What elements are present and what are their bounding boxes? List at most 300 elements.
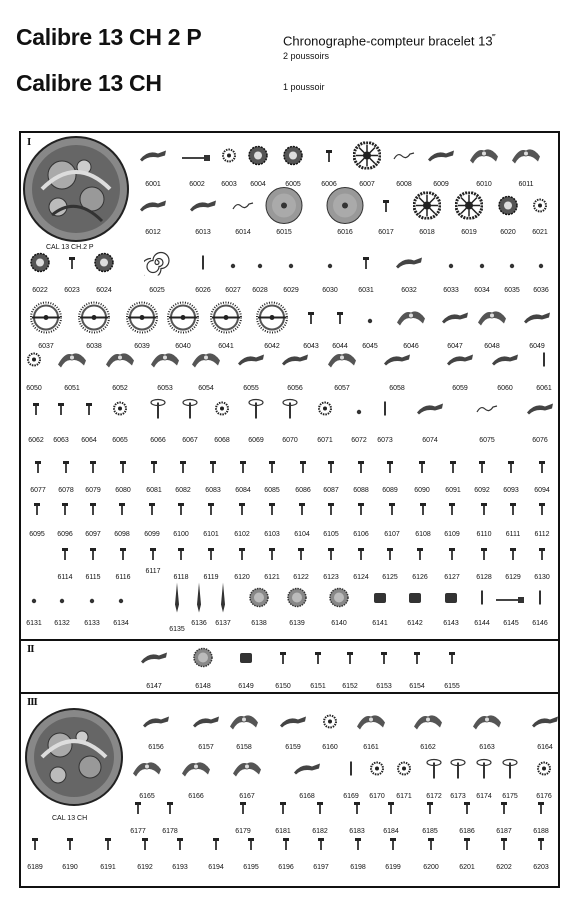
part-number-6023: 6023 <box>64 287 80 294</box>
part-number-6010: 6010 <box>476 181 492 188</box>
part-number-6068: 6068 <box>214 437 230 444</box>
part-6137-hand-icon <box>219 583 227 618</box>
part-number-6196: 6196 <box>278 864 294 871</box>
part-6158-bridge-icon <box>227 711 261 738</box>
part-number-6144: 6144 <box>474 620 490 627</box>
part-number-6130: 6130 <box>534 574 550 581</box>
part-number-6033: 6033 <box>443 287 459 294</box>
part-number-6145: 6145 <box>503 620 519 627</box>
part-number-6003: 6003 <box>221 181 237 188</box>
part-6191-screw-icon <box>103 837 113 855</box>
part-6122-screw-icon <box>296 547 306 565</box>
part-6035-dot-icon <box>509 256 515 274</box>
part-number-6119: 6119 <box>203 574 219 581</box>
part-number-6038: 6038 <box>86 343 102 350</box>
part-6126-screw-icon <box>415 547 425 565</box>
part-6062-screw-icon <box>31 402 41 420</box>
part-6127-screw-icon <box>447 547 457 565</box>
part-6194-screw-icon <box>211 837 221 855</box>
part-number-6131: 6131 <box>26 620 42 627</box>
movement-13ch2p-image <box>22 135 130 243</box>
part-number-6123: 6123 <box>323 574 339 581</box>
part-6147-lever-icon <box>139 650 169 671</box>
part-number-6046: 6046 <box>403 343 419 350</box>
part-6102-screw-icon <box>237 502 247 520</box>
part-6162-bridge-icon <box>411 711 445 738</box>
part-number-6194: 6194 <box>208 864 224 871</box>
part-number-6074: 6074 <box>422 437 438 444</box>
part-6001-lever-icon <box>138 148 168 169</box>
part-number-6070: 6070 <box>282 437 298 444</box>
part-number-6200: 6200 <box>423 864 439 871</box>
part-6175-axle-icon <box>502 758 518 785</box>
part-number-6034: 6034 <box>474 287 490 294</box>
part-6143-tube-icon <box>444 591 458 609</box>
part-6184-screw-icon <box>386 801 396 819</box>
part-number-6164: 6164 <box>537 744 553 751</box>
part-6165-bridge-icon <box>130 758 164 785</box>
part-number-6016: 6016 <box>337 229 353 236</box>
part-number-6061: 6061 <box>536 385 552 392</box>
part-6092-screw-icon <box>477 460 487 478</box>
part-number-6182: 6182 <box>312 828 328 835</box>
part-number-6055: 6055 <box>243 385 259 392</box>
part-number-6152: 6152 <box>342 683 358 690</box>
part-6026-pin-icon <box>201 256 205 275</box>
part-number-6076: 6076 <box>532 437 548 444</box>
part-6068-wheelS-icon <box>215 402 229 421</box>
part-6182-screw-icon <box>315 801 325 819</box>
part-number-6146: 6146 <box>532 620 548 627</box>
part-6094-screw-icon <box>537 460 547 478</box>
part-6041-balance-icon <box>209 301 243 340</box>
part-number-6155: 6155 <box>444 683 460 690</box>
part-number-6186: 6186 <box>459 828 475 835</box>
part-number-6168: 6168 <box>299 793 315 800</box>
part-6033-dot-icon <box>448 256 454 274</box>
part-number-6026: 6026 <box>195 287 211 294</box>
title-calibre-13ch: Calibre 13 CH <box>16 70 162 96</box>
part-6104-screw-icon <box>297 502 307 520</box>
part-number-6201: 6201 <box>459 864 475 871</box>
part-number-6153: 6153 <box>376 683 392 690</box>
part-number-6083: 6083 <box>205 487 221 494</box>
part-6146-pin-icon <box>538 591 542 610</box>
part-number-6091: 6091 <box>445 487 461 494</box>
part-number-6007: 6007 <box>359 181 375 188</box>
part-6114-screw-icon <box>60 547 70 565</box>
part-number-6015: 6015 <box>276 229 292 236</box>
part-6058-lever-icon <box>382 352 412 373</box>
part-number-6169: 6169 <box>343 793 359 800</box>
part-6073-pin-icon <box>383 402 387 421</box>
part-6154-screw-icon <box>412 651 422 669</box>
part-number-6136: 6136 <box>191 620 207 627</box>
part-number-6202: 6202 <box>496 864 512 871</box>
part-6179-screw-icon <box>238 801 248 819</box>
part-number-6191: 6191 <box>100 864 116 871</box>
part-6044-screw-icon <box>335 311 345 329</box>
part-number-6098: 6098 <box>114 531 130 538</box>
part-6089-screw-icon <box>385 460 395 478</box>
part-6136-hand-icon <box>195 583 203 618</box>
part-number-6042: 6042 <box>264 343 280 350</box>
part-number-6167: 6167 <box>239 793 255 800</box>
part-6014-spring-icon <box>231 199 255 217</box>
part-number-6024: 6024 <box>96 287 112 294</box>
section-divider-2 <box>21 692 558 694</box>
part-6135-hand-icon <box>173 583 181 618</box>
part-number-6172: 6172 <box>426 793 442 800</box>
part-number-6084: 6084 <box>235 487 251 494</box>
part-number-6095: 6095 <box>29 531 45 538</box>
part-number-6045: 6045 <box>362 343 378 350</box>
part-6190-screw-icon <box>65 837 75 855</box>
part-6133-dot-icon <box>89 591 95 609</box>
part-number-6193: 6193 <box>172 864 188 871</box>
part-number-6097: 6097 <box>85 531 101 538</box>
part-number-6018: 6018 <box>419 229 435 236</box>
part-number-6062: 6062 <box>28 437 44 444</box>
part-number-6060: 6060 <box>497 385 513 392</box>
part-6087-screw-icon <box>326 460 336 478</box>
part-6112-screw-icon <box>537 502 547 520</box>
part-number-6073: 6073 <box>377 437 393 444</box>
part-6199-screw-icon <box>388 837 398 855</box>
part-6110-screw-icon <box>479 502 489 520</box>
part-number-6078: 6078 <box>58 487 74 494</box>
part-6028-dot-icon <box>257 256 263 274</box>
part-6048-bridge-icon <box>475 307 509 334</box>
part-6015-disk-icon <box>265 187 303 230</box>
part-6011-bridge-icon <box>509 145 543 172</box>
part-6019-wheelL-icon <box>455 192 483 225</box>
part-6138-crown-icon <box>249 588 269 613</box>
part-number-6039: 6039 <box>134 343 150 350</box>
part-6042-balance-icon <box>255 301 289 340</box>
part-number-6025: 6025 <box>149 287 165 294</box>
part-number-6116: 6116 <box>115 574 131 581</box>
part-number-6109: 6109 <box>444 531 460 538</box>
part-number-6089: 6089 <box>382 487 398 494</box>
part-6168-lever-icon <box>292 761 322 782</box>
part-6139-crown-icon <box>287 588 307 613</box>
part-number-6057: 6057 <box>334 385 350 392</box>
part-number-6195: 6195 <box>243 864 259 871</box>
part-6186-screw-icon <box>462 801 472 819</box>
part-number-6072: 6072 <box>351 437 367 444</box>
part-6178-screw-icon <box>165 801 175 819</box>
part-6161-bridge-icon <box>354 711 388 738</box>
part-number-6108: 6108 <box>415 531 431 538</box>
part-number-6071: 6071 <box>317 437 333 444</box>
part-6155-screw-icon <box>447 651 457 669</box>
part-number-6064: 6064 <box>81 437 97 444</box>
part-number-6187: 6187 <box>496 828 512 835</box>
part-number-6012: 6012 <box>145 229 161 236</box>
part-number-6162: 6162 <box>420 744 436 751</box>
part-6070-axle-icon <box>282 398 298 425</box>
part-6111-screw-icon <box>508 502 518 520</box>
part-number-6129: 6129 <box>505 574 521 581</box>
part-6009-lever-icon <box>426 148 456 169</box>
part-number-6170: 6170 <box>369 793 385 800</box>
movement-13ch-image <box>24 707 124 807</box>
part-6100-screw-icon <box>176 502 186 520</box>
movement-13ch-label: CAL 13 CH <box>52 815 88 822</box>
part-6109-screw-icon <box>447 502 457 520</box>
movement-13ch2p-label: CAL 13 CH.2 P <box>46 244 94 251</box>
part-6050-wheelS-icon <box>27 353 41 372</box>
part-number-6088: 6088 <box>353 487 369 494</box>
title-calibre-13ch2p: Calibre 13 CH 2 P <box>16 24 202 50</box>
part-6084-screw-icon <box>238 460 248 478</box>
part-6107-screw-icon <box>387 502 397 520</box>
part-6005-wheelM-icon <box>283 146 303 171</box>
part-6174-axle-icon <box>476 758 492 785</box>
part-number-6107: 6107 <box>384 531 400 538</box>
part-number-6135: 6135 <box>169 626 185 633</box>
part-6091-screw-icon <box>448 460 458 478</box>
part-6063-screw-icon <box>56 402 66 420</box>
part-6059-lever-icon <box>445 352 475 373</box>
part-number-6002: 6002 <box>189 181 205 188</box>
part-6196-screw-icon <box>281 837 291 855</box>
part-number-6177: 6177 <box>130 828 146 835</box>
part-number-6115: 6115 <box>85 574 101 581</box>
part-6140-crown-icon <box>329 588 349 613</box>
subtitle-two-pushers: 2 poussoirs <box>283 51 330 61</box>
part-6031-screw-icon <box>361 256 371 274</box>
section-1-numeral: I <box>27 136 31 148</box>
part-number-6148: 6148 <box>195 683 211 690</box>
part-number-6044: 6044 <box>332 343 348 350</box>
part-number-6017: 6017 <box>378 229 394 236</box>
part-6021-wheelS-icon <box>533 199 547 218</box>
part-number-6117: 6117 <box>145 568 161 575</box>
part-6200-screw-icon <box>426 837 436 855</box>
part-6030-dot-icon <box>327 256 333 274</box>
part-number-6142: 6142 <box>407 620 423 627</box>
part-number-6075: 6075 <box>479 437 495 444</box>
part-6096-screw-icon <box>60 502 70 520</box>
part-number-6051: 6051 <box>64 385 80 392</box>
part-number-6173: 6173 <box>450 793 466 800</box>
part-number-6189: 6189 <box>27 864 43 871</box>
part-number-6199: 6199 <box>385 864 401 871</box>
part-number-6082: 6082 <box>175 487 191 494</box>
part-6053-bridge-icon <box>148 349 182 376</box>
part-number-6001: 6001 <box>145 181 161 188</box>
part-6052-bridge-icon <box>103 349 137 376</box>
part-number-6014: 6014 <box>235 229 251 236</box>
section-3-numeral: III <box>27 696 37 708</box>
part-6115-screw-icon <box>88 547 98 565</box>
part-6183-screw-icon <box>352 801 362 819</box>
part-6066-axle-icon <box>150 398 166 425</box>
part-number-6127: 6127 <box>444 574 460 581</box>
part-number-6112: 6112 <box>534 531 550 538</box>
part-number-6020: 6020 <box>500 229 516 236</box>
part-number-6183: 6183 <box>349 828 365 835</box>
part-6025-spiral-icon <box>144 250 170 281</box>
part-6201-screw-icon <box>462 837 472 855</box>
part-number-6165: 6165 <box>139 793 155 800</box>
part-number-6118: 6118 <box>173 574 189 581</box>
part-number-6151: 6151 <box>310 683 326 690</box>
part-number-6058: 6058 <box>389 385 405 392</box>
part-6093-screw-icon <box>506 460 516 478</box>
part-number-6184: 6184 <box>383 828 399 835</box>
part-number-6081: 6081 <box>146 487 162 494</box>
part-6099-screw-icon <box>147 502 157 520</box>
part-6034-dot-icon <box>479 256 485 274</box>
part-6051-bridge-icon <box>55 349 89 376</box>
part-6131-dot-icon <box>31 591 37 609</box>
part-6060-lever-icon <box>490 352 520 373</box>
part-number-6019: 6019 <box>461 229 477 236</box>
part-number-6104: 6104 <box>294 531 310 538</box>
part-number-6203: 6203 <box>533 864 549 871</box>
part-6071-wheelS-icon <box>318 402 332 421</box>
part-number-6027: 6027 <box>225 287 241 294</box>
part-6024-wheelM-icon <box>94 253 114 278</box>
part-number-6037: 6037 <box>38 343 54 350</box>
part-6020-wheelM-icon <box>498 196 518 221</box>
part-6177-screw-icon <box>133 801 143 819</box>
part-number-6175: 6175 <box>502 793 518 800</box>
part-6144-pin-icon <box>480 591 484 610</box>
part-6003-wheelS-icon <box>222 149 236 168</box>
part-number-6059: 6059 <box>452 385 468 392</box>
part-number-6190: 6190 <box>62 864 78 871</box>
part-6077-screw-icon <box>33 460 43 478</box>
part-number-6009: 6009 <box>433 181 449 188</box>
part-6167-bridge-icon <box>230 758 264 785</box>
part-6153-screw-icon <box>379 651 389 669</box>
part-number-6157: 6157 <box>198 744 214 751</box>
part-6090-screw-icon <box>417 460 427 478</box>
part-6083-screw-icon <box>208 460 218 478</box>
part-6055-lever-icon <box>236 352 266 373</box>
part-number-6022: 6022 <box>32 287 48 294</box>
part-number-6086: 6086 <box>295 487 311 494</box>
part-number-6102: 6102 <box>234 531 250 538</box>
part-6069-axle-icon <box>248 398 264 425</box>
part-number-6154: 6154 <box>409 683 425 690</box>
part-number-6134: 6134 <box>113 620 129 627</box>
part-number-6133: 6133 <box>84 620 100 627</box>
part-6029-dot-icon <box>288 256 294 274</box>
part-number-6008: 6008 <box>396 181 412 188</box>
part-number-6047: 6047 <box>447 343 463 350</box>
part-6166-bridge-icon <box>179 758 213 785</box>
part-number-6114: 6114 <box>57 574 73 581</box>
part-6067-axle-icon <box>182 398 198 425</box>
part-6151-screw-icon <box>313 651 323 669</box>
part-number-6052: 6052 <box>112 385 128 392</box>
part-6074-lever-icon <box>415 401 445 422</box>
part-6119-screw-icon <box>206 547 216 565</box>
part-6002-stem-icon <box>182 149 212 167</box>
part-6117-screw-icon <box>148 547 158 565</box>
part-6170-wheelS-icon <box>370 762 384 781</box>
part-6124-screw-icon <box>356 547 366 565</box>
part-6152-screw-icon <box>345 651 355 669</box>
part-6095-screw-icon <box>32 502 42 520</box>
part-6008-spring-icon <box>392 149 416 167</box>
part-number-6141: 6141 <box>372 620 388 627</box>
part-6007-wheelL-icon <box>353 142 381 175</box>
part-number-6106: 6106 <box>353 531 369 538</box>
part-6075-spring-icon <box>475 402 499 420</box>
part-number-6110: 6110 <box>476 531 492 538</box>
part-number-6121: 6121 <box>264 574 280 581</box>
part-6018-wheelL-icon <box>413 192 441 225</box>
part-number-6197: 6197 <box>313 864 329 871</box>
part-6142-tube-icon <box>408 591 422 609</box>
part-6171-wheelS-icon <box>397 762 411 781</box>
part-number-6021: 6021 <box>532 229 548 236</box>
part-number-6174: 6174 <box>476 793 492 800</box>
part-6187-screw-icon <box>499 801 509 819</box>
part-6164-lever-icon <box>530 714 560 735</box>
part-number-6048: 6048 <box>484 343 500 350</box>
part-number-6054: 6054 <box>198 385 214 392</box>
subtitle-one-pusher: 1 poussoir <box>283 82 325 92</box>
part-6045-dot-icon <box>367 311 373 329</box>
part-6088-screw-icon <box>356 460 366 478</box>
part-number-6099: 6099 <box>144 531 160 538</box>
part-6159-lever-icon <box>278 714 308 735</box>
part-number-6077: 6077 <box>30 487 46 494</box>
part-number-6093: 6093 <box>503 487 519 494</box>
part-6157-lever-icon <box>191 714 221 735</box>
part-6097-screw-icon <box>88 502 98 520</box>
part-6082-screw-icon <box>178 460 188 478</box>
part-6141-tube-icon <box>373 591 387 609</box>
part-number-6198: 6198 <box>350 864 366 871</box>
part-number-6140: 6140 <box>331 620 347 627</box>
part-number-6049: 6049 <box>529 343 545 350</box>
part-6128-screw-icon <box>479 547 489 565</box>
part-number-6185: 6185 <box>422 828 438 835</box>
part-number-6178: 6178 <box>162 828 178 835</box>
part-number-6036: 6036 <box>533 287 549 294</box>
part-6012-lever-icon <box>138 198 168 219</box>
part-number-6111: 6111 <box>505 531 521 538</box>
part-number-6160: 6160 <box>322 744 338 751</box>
part-6108-screw-icon <box>418 502 428 520</box>
part-6185-screw-icon <box>425 801 435 819</box>
part-6017-screw-icon <box>381 199 391 217</box>
part-6016-disk-icon <box>326 187 364 230</box>
part-number-6029: 6029 <box>283 287 299 294</box>
part-6149-tube-icon <box>239 651 253 669</box>
part-number-6066: 6066 <box>150 437 166 444</box>
part-6105-screw-icon <box>326 502 336 520</box>
part-number-6087: 6087 <box>323 487 339 494</box>
part-6043-screw-icon <box>306 311 316 329</box>
part-6047-lever-icon <box>440 310 470 331</box>
part-6188-screw-icon <box>536 801 546 819</box>
part-6148-crown-icon <box>193 648 213 673</box>
part-number-6166: 6166 <box>188 793 204 800</box>
part-6006-screw-icon <box>324 149 334 167</box>
part-6195-screw-icon <box>246 837 256 855</box>
part-number-6094: 6094 <box>534 487 550 494</box>
part-6125-screw-icon <box>385 547 395 565</box>
